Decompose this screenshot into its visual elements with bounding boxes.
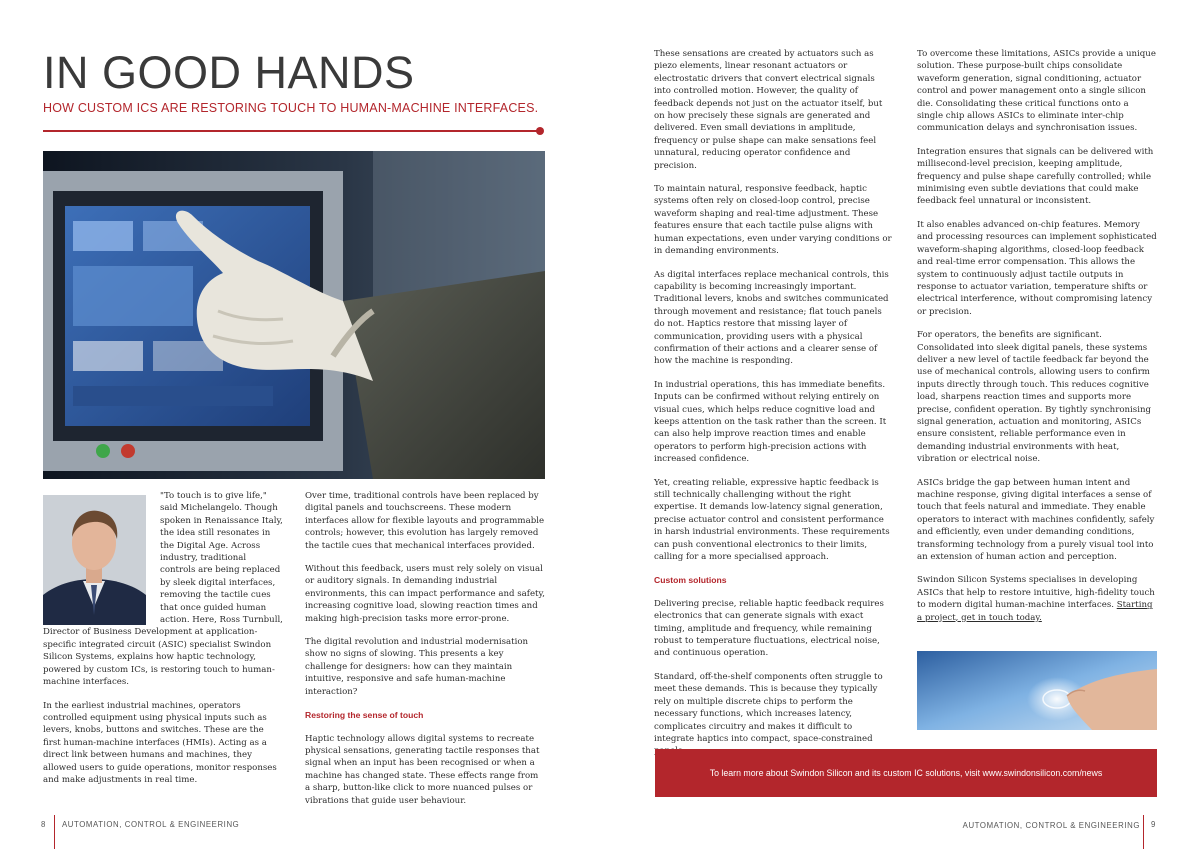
paragraph: Haptic technology allows digital systems to recreate physical sensations, generating tactile responses that signal when an input has been recognised or when a machine has changed state. These effects range from a sharp, button-like click to more nuanced pulses or vibrations that guide user behaviour. xyxy=(305,733,540,806)
paragraph: In industrial operations, this has immediate benefits. Inputs can be confirmed without relying entirely on visual cues, which helps reduce cognitive load and keeps attention on the task rather than the screen. It can also help improve reaction times and enable operators to perform high-precision actions with increased confidence. xyxy=(654,379,887,465)
column-4 xyxy=(917,48,1157,635)
page-number-left: 8 xyxy=(41,820,46,829)
hero-image xyxy=(43,151,545,479)
portrait-spacer xyxy=(43,490,160,626)
column-1 xyxy=(43,490,283,797)
touch-image-illustration xyxy=(917,651,1157,730)
footer-divider-left xyxy=(54,815,55,849)
paragraph: For operators, the benefits are significant. Consolidated into sleek digital panels, these systems deliver a new level of tactile feedback far beyond the use of mechanical controls, allowing users to confirm inputs directly through touch. This reduces cognitive load, sharpens reaction times and supports more precise, confident operation. By tightly synchronising signal generation, actuation and monitoring, ASICs ensure consistent, reliable performance even in demanding industrial environments with heat, vibration or electrical noise. xyxy=(917,330,1151,465)
touch-screen-image xyxy=(917,651,1157,730)
paragraph: Without this feedback, users must rely solely on visual or auditory signals. In demanding industrial environments, this can impact performance and safety, increasing cognitive load, slowing reaction times and making high-precision tasks more error-prone. xyxy=(305,564,545,624)
closing-text: Swindon Silicon Systems specialises in developing ASICs that help to restore intuitive, high-fidelity touch to modern digital human-machine interfaces. xyxy=(917,575,1155,611)
closing-paragraph xyxy=(917,574,1157,624)
footer-divider-right xyxy=(1143,815,1144,849)
title-rule xyxy=(43,130,539,132)
column-3 xyxy=(654,48,894,769)
cta-banner xyxy=(655,749,1157,797)
section-heading: Restoring the sense of touch xyxy=(305,710,424,721)
article-subtitle: HOW CUSTOM ICS ARE RESTORING TOUCH TO HUMAN-MACHINE INTERFACES. xyxy=(43,101,539,115)
cta-text[interactable]: To learn more about Swindon Silicon and its custom IC solutions, visit www.swindonsilicon.com/news xyxy=(709,768,1103,778)
publication-name-right: AUTOMATION, CONTROL & ENGINEERING xyxy=(962,821,1140,830)
paragraph: To maintain natural, responsive feedback, haptic systems often rely on closed-loop control, precise waveform shaping and real-time adjustment. These features ensure that each tactile pulse aligns with human expectations, even under varying conditions or in demanding environments. xyxy=(654,184,892,257)
paragraph: ASICs bridge the gap between human intent and machine response, giving digital interfaces a sense of touch that feels natural and immediate. They enable operators to interact with machines confidently, safely and efficiently, even under demanding conditions, transforming technology from a purely visual tool into an extension of human action and perception. xyxy=(917,477,1155,563)
paragraph: These sensations are created by actuators such as piezo elements, linear resonant actuators or electrostatic drivers that convert electrical signals into controlled motion. However, the quality of feedback depends not just on the actuator itself, but on how precisely these signals are generated and delivered. Even small deviations in amplitude, frequency or pulse shape can make sensations feel unnatural, reducing operator confidence and precision. xyxy=(654,49,883,171)
paragraph: The digital revolution and industrial modernisation show no signs of slowing. This presents a key challenge for designers: how can they maintain intuitive, responsive and safe human-machine interaction? xyxy=(305,637,529,697)
hero-image-illustration xyxy=(43,151,545,479)
page-number-right: 9 xyxy=(1151,820,1156,829)
publication-name-left: AUTOMATION, CONTROL & ENGINEERING xyxy=(62,820,240,829)
paragraph: It also enables advanced on-chip features. Memory and processing resources can implement sophisticated waveform-shaping algorithms, closed-loop feedback and real-time error compensation. This allows the system to continuously adjust tactile outputs in response to actuator variation, temperature shifts or electrical interference, without compromising latency or precision. xyxy=(917,219,1157,317)
intro-paragraph: "To touch is to give life," said Michelangelo. Though spoken in Renaissance Italy, the idea still resonates in the Digital Age. Across industry, traditional controls are being replaced by sleek digital interfaces, removing the tactile cues that once guided human action. Here, Ross Turnbull, Director of Business Development at application-specific integrated circuit (ASIC) specialist Swindon Silicon Systems, explains how haptic technology, powered by custom ICs, is restoring touch to human-machine interfaces. xyxy=(43,491,283,688)
paragraph: Over time, traditional controls have been replaced by digital panels and touchscreens. These modern interfaces allow for flexible layouts and programmable controls; however, this evolution has largely removed the tactile cues that mechanical interfaces provided. xyxy=(305,491,545,551)
article-title: IN GOOD HANDS xyxy=(43,47,415,98)
paragraph: As digital interfaces replace mechanical controls, this capability is becoming increasingly important. Traditional levers, knobs and switches communicated through movement and resistance; flat touch panels do not. Haptics restore that missing layer of communication, providing users with a physical confirmation of their actions and a clearer sense of how the machine is responding. xyxy=(654,269,889,367)
paragraph: To overcome these limitations, ASICs provide a unique solution. These purpose-built chips consolidate waveform generation, signal conditioning, actuator control and power management onto a single silicon die. Consolidating these critical functions onto a single chip allows ASICs to eliminate inter-chip communication delays and synchronisation issues. xyxy=(917,49,1156,134)
paragraph: Yet, creating reliable, expressive haptic feedback is still technically challenging without the right expertise. It demands low-latency signal generation, precise actuator control and consistent performance in harsh industrial environments. These requirements can push conventional electronics to their limits, calling for a more specialised approach. xyxy=(654,477,890,563)
paragraph: In the earliest industrial machines, operators controlled equipment using physical inputs such as levers, knobs, buttons and switches. These are the first human-machine interfaces (HMIs). Acting as a direct link between humans and machines, they allowed users to guide operations, monitor responses and make adjustments in real time. xyxy=(43,700,277,785)
paragraph: Standard, off-the-shelf components often struggle to meet these demands. This is because they typically rely on multiple discrete chips to perform the necessary functions, which increases latency, complicates circuitry and makes it difficult to integrate haptics into compact, space-constrained xyxy=(654,671,883,744)
paragraph: Delivering precise, reliable haptic feedback requires electronics that can generate signals with exact timing, amplitude and frequency, while remaining robust to temperature fluctuations, electrical noise, and continuous operation. xyxy=(654,598,884,659)
paragraph: Integration ensures that signals can be delivered with millisecond-level precision, keeping amplitude, frequency and pulse shape carefully controlled; while minimising even subtle deviations that could make feedback feel unnatural or inconsistent. xyxy=(917,146,1154,207)
column-2 xyxy=(305,490,545,818)
title-rule-dot xyxy=(536,127,544,135)
contact-link[interactable]: Starting a project, get in touch today. xyxy=(917,600,1153,623)
section-heading: Custom solutions xyxy=(654,575,727,586)
